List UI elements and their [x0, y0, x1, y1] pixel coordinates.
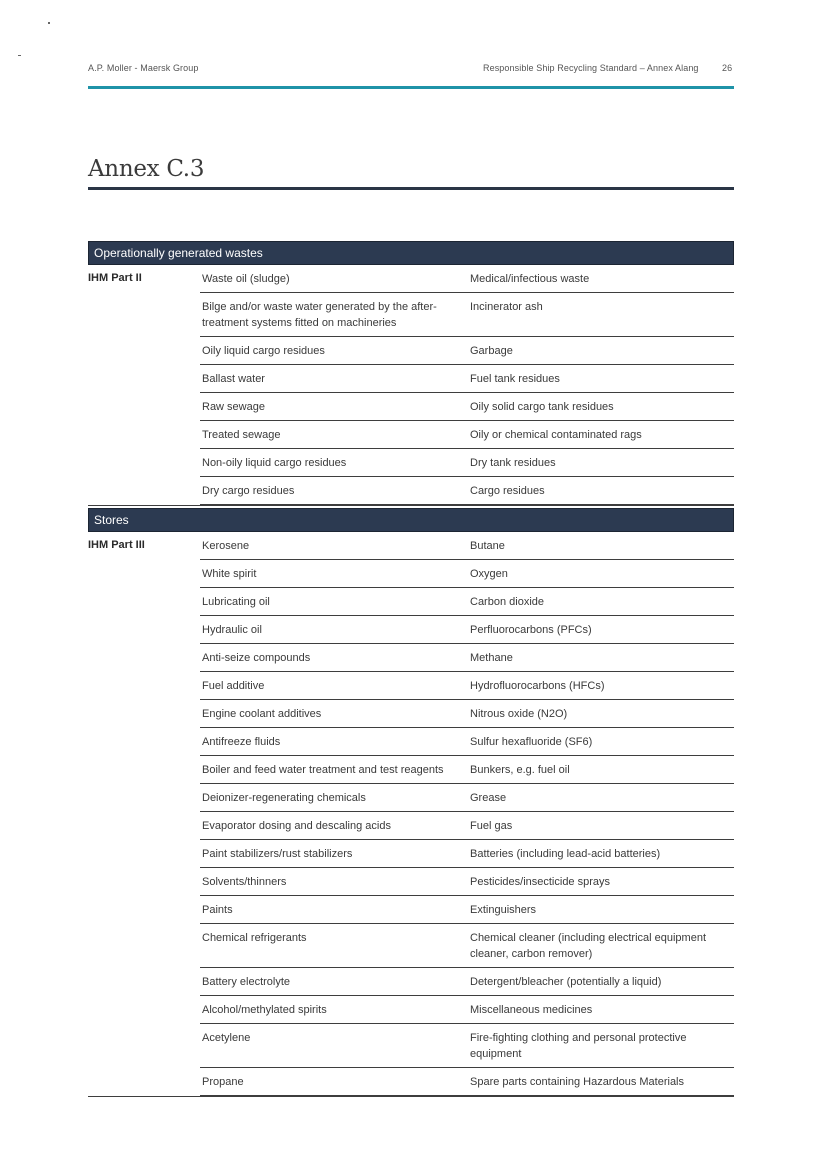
- table-row: [200, 784, 734, 812]
- table-cell: Fuel gas: [470, 820, 513, 832]
- table-cell: Evaporator dosing and descaling acids: [202, 820, 391, 832]
- header-document-title: Responsible Ship Recycling Standard – Annex Alang: [483, 63, 699, 73]
- table-cell: Batteries (including lead-acid batteries): [470, 848, 661, 860]
- ihm-part-label: IHM Part III: [88, 539, 145, 551]
- table-cell: Chemical cleaner (including electrical equipment cleaner, carbon remover): [470, 932, 707, 960]
- table-row: [200, 812, 734, 840]
- table-row: [200, 756, 734, 784]
- table-cell: Extinguishers: [470, 904, 537, 916]
- scan-speck: [48, 22, 50, 24]
- table-cell: Methane: [470, 652, 513, 664]
- table-cell: Garbage: [470, 345, 513, 357]
- table-cell: Antifreeze fluids: [202, 736, 281, 748]
- table-row: [200, 560, 734, 588]
- table-cell: Fuel tank residues: [470, 373, 560, 385]
- table-cell: Oily solid cargo tank residues: [470, 401, 614, 413]
- table-row: [200, 449, 734, 477]
- table-cell: Waste oil (sludge): [202, 273, 290, 285]
- table-cell: Carbon dioxide: [470, 596, 544, 608]
- table-cell: Treated sewage: [202, 429, 281, 441]
- table-cell: Kerosene: [202, 540, 250, 552]
- table-row: [200, 616, 734, 644]
- header-company: A.P. Moller - Maersk Group: [88, 63, 199, 73]
- table-cell: Dry cargo residues: [202, 485, 295, 497]
- table-cell: Raw sewage: [202, 401, 265, 413]
- table-row: [200, 996, 734, 1024]
- table-body: [88, 265, 734, 506]
- table-cell: Non-oily liquid cargo residues: [202, 457, 347, 469]
- table-cell: Battery electrolyte: [202, 976, 291, 988]
- table-cell: Hydrofluorocarbons (HFCs): [470, 680, 605, 692]
- table-cell: Propane: [202, 1076, 244, 1088]
- table-row: [200, 896, 734, 924]
- table-row: [200, 588, 734, 616]
- table-row: [200, 365, 734, 393]
- table-cell: Cargo residues: [470, 485, 545, 497]
- table-cell: Chemical refrigerants: [202, 932, 307, 944]
- table-row: [200, 728, 734, 756]
- table-cell: Boiler and feed water treatment and test reagents: [202, 764, 444, 776]
- table-cell: Fuel additive: [202, 680, 265, 692]
- table-row: [200, 1024, 734, 1068]
- table-cell: Grease: [470, 792, 507, 804]
- table-row: [200, 840, 734, 868]
- table-cell: Lubricating oil: [202, 596, 270, 608]
- stores-table: [88, 508, 734, 1097]
- table-cell: Nitrous oxide (N2O): [470, 708, 568, 720]
- table-row: [200, 700, 734, 728]
- table-row: [200, 477, 734, 505]
- table-cell: Hydraulic oil: [202, 624, 262, 636]
- table-cell: Bunkers, e.g. fuel oil: [470, 764, 570, 776]
- table-cell: Sulfur hexafluoride (SF6): [470, 736, 593, 748]
- table-row: [200, 293, 734, 337]
- table-cell: Oxygen: [470, 568, 508, 580]
- scan-speck: [18, 55, 21, 56]
- table-row: [200, 868, 734, 896]
- table-row: [200, 924, 734, 968]
- table-cell: Anti-seize compounds: [202, 652, 311, 664]
- table-cell: Deionizer-regenerating chemicals: [202, 792, 366, 804]
- table-cell: Miscellaneous medicines: [470, 1004, 593, 1016]
- table-cell: Spare parts containing Hazardous Materials: [470, 1076, 685, 1088]
- page-title: Annex C.3: [88, 156, 205, 182]
- table-row: [200, 968, 734, 996]
- table-cell: White spirit: [202, 568, 257, 580]
- table-cell: Medical/infectious waste: [470, 273, 590, 285]
- table-cell: Oily or chemical contaminated rags: [470, 429, 642, 441]
- title-rule: [88, 187, 734, 190]
- table-row: [200, 1068, 734, 1096]
- table-cell: Detergent/bleacher (potentially a liquid): [470, 976, 662, 988]
- table-cell: Butane: [470, 540, 505, 552]
- table-cell: Engine coolant additives: [202, 708, 322, 720]
- operational-wastes-table: [88, 241, 734, 506]
- section-band-title: Operationally generated wastes: [88, 241, 734, 265]
- table-end-rule: [88, 505, 734, 506]
- table-row: [200, 672, 734, 700]
- table-cell: Ballast water: [202, 373, 265, 385]
- page-number: 26: [722, 63, 733, 73]
- table-cell: Solvents/thinners: [202, 876, 287, 888]
- table-cell: Oily liquid cargo residues: [202, 345, 325, 357]
- table-end-rule: [88, 1096, 734, 1097]
- table-cell: Incinerator ash: [470, 301, 543, 313]
- ihm-part-label: IHM Part II: [88, 272, 142, 284]
- header-rule: [88, 86, 734, 89]
- table-cell: Dry tank residues: [470, 457, 556, 469]
- table-row: [200, 393, 734, 421]
- table-row: [200, 421, 734, 449]
- table-cell: Bilge and/or waste water generated by the after-treatment systems fitted on machineries: [202, 301, 437, 329]
- table-row: [200, 532, 734, 560]
- table-cell: Fire-fighting clothing and personal protective equipment: [470, 1032, 687, 1060]
- table-cell: Alcohol/methylated spirits: [202, 1004, 327, 1016]
- table-cell: Paint stabilizers/rust stabilizers: [202, 848, 353, 860]
- table-row: [200, 265, 734, 293]
- table-body: [88, 532, 734, 1097]
- table-cell: Paints: [202, 904, 233, 916]
- table-cell: Acetylene: [202, 1032, 251, 1044]
- table-row: [200, 337, 734, 365]
- table-cell: Perfluorocarbons (PFCs): [470, 624, 592, 636]
- section-band-title: Stores: [88, 508, 734, 532]
- table-row: [200, 644, 734, 672]
- table-cell: Pesticides/insecticide sprays: [470, 876, 611, 888]
